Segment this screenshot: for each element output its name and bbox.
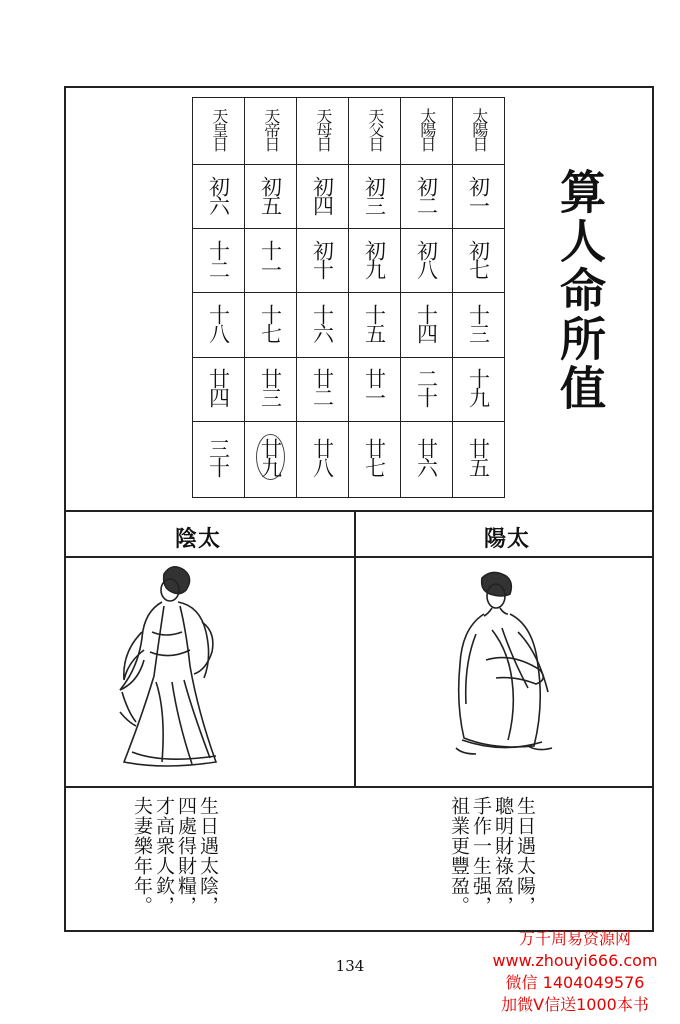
table-cell: 廿八 xyxy=(297,421,349,497)
table-cell: 十二 xyxy=(193,229,245,293)
poem-line: 四處得財糧， xyxy=(175,796,197,916)
watermark xyxy=(470,928,680,1016)
poem-line: 手作一生强， xyxy=(470,796,492,916)
table-cell: 十七 xyxy=(245,293,297,357)
divider-poem xyxy=(66,786,652,788)
table-cell: 十八 xyxy=(193,293,245,357)
table-cell: 三十 xyxy=(193,421,245,497)
table-cell: 初九 xyxy=(349,229,401,293)
poem-line: 生日遇太陽， xyxy=(514,796,536,916)
table-row xyxy=(193,357,505,421)
table-row xyxy=(193,165,505,229)
table-row xyxy=(193,421,505,497)
divider-heading xyxy=(66,556,652,558)
table-cell: 二十 xyxy=(401,357,453,421)
table-cell: 初七 xyxy=(453,229,505,293)
page-number: 134 xyxy=(335,957,365,975)
table-cell: 廿七 xyxy=(349,421,401,497)
table-row xyxy=(193,229,505,293)
table-cell: 初二 xyxy=(401,165,453,229)
watermark-line: 微信 1404049576 xyxy=(505,973,645,992)
taiyang-poem xyxy=(448,796,536,926)
table-cell-circled: 廿九 xyxy=(245,421,297,497)
table-cell: 廿五 xyxy=(453,421,505,497)
panel-heading-taiyang: 陽太 xyxy=(484,527,531,552)
poem-line: 聰明財祿盈， xyxy=(492,796,514,916)
taiyin-lady-illustration xyxy=(112,562,242,774)
taiyin-poem xyxy=(131,796,219,926)
table-cell: 初三 xyxy=(349,165,401,229)
watermark-line: www.zhouyi666.com xyxy=(492,951,658,970)
table-cell: 初五 xyxy=(245,165,297,229)
table-cell: 廿一 xyxy=(349,357,401,421)
panel-heading-taiyin: 陰太 xyxy=(175,527,222,552)
table-header-cell: 天母日 xyxy=(297,98,349,165)
divider-top xyxy=(66,510,652,512)
table-cell: 初八 xyxy=(401,229,453,293)
table-cell: 廿六 xyxy=(401,421,453,497)
table-cell: 廿四 xyxy=(193,357,245,421)
table-header-cell: 天皇日 xyxy=(193,98,245,165)
taiyang-scholar-illustration xyxy=(452,570,562,760)
poem-line: 夫妻樂年年。 xyxy=(131,796,153,916)
table-cell: 廿二 xyxy=(297,357,349,421)
birthday-calendar-table xyxy=(192,97,505,498)
table-cell: 十五 xyxy=(349,293,401,357)
table-cell: 初一 xyxy=(453,165,505,229)
watermark-line: 万千周易资源网 xyxy=(518,929,631,948)
table-cell: 初十 xyxy=(297,229,349,293)
table-cell: 十一 xyxy=(245,229,297,293)
table-header-cell: 天帝日 xyxy=(245,98,297,165)
table-cell: 十九 xyxy=(453,357,505,421)
divider-middle xyxy=(354,510,356,786)
table-cell: 初四 xyxy=(297,165,349,229)
table-cell: 十六 xyxy=(297,293,349,357)
table-cell: 十四 xyxy=(401,293,453,357)
table-cell: 廿三 xyxy=(245,357,297,421)
page-title: 算人命所值 xyxy=(553,168,607,413)
poem-line: 才高衆人欽， xyxy=(153,796,175,916)
table-header-cell: 天父日 xyxy=(349,98,401,165)
watermark-line: 加微V信送1000本书 xyxy=(501,995,649,1014)
poem-line: 祖業更豐盈。 xyxy=(448,796,470,916)
table-row xyxy=(193,293,505,357)
table-header-cell: 太陽日 xyxy=(453,98,505,165)
table-header-row xyxy=(193,98,505,165)
poem-line: 生日遇太陰， xyxy=(197,796,219,916)
table-cell: 初六 xyxy=(193,165,245,229)
table-header-cell: 太陽日 xyxy=(401,98,453,165)
table-cell: 十三 xyxy=(453,293,505,357)
